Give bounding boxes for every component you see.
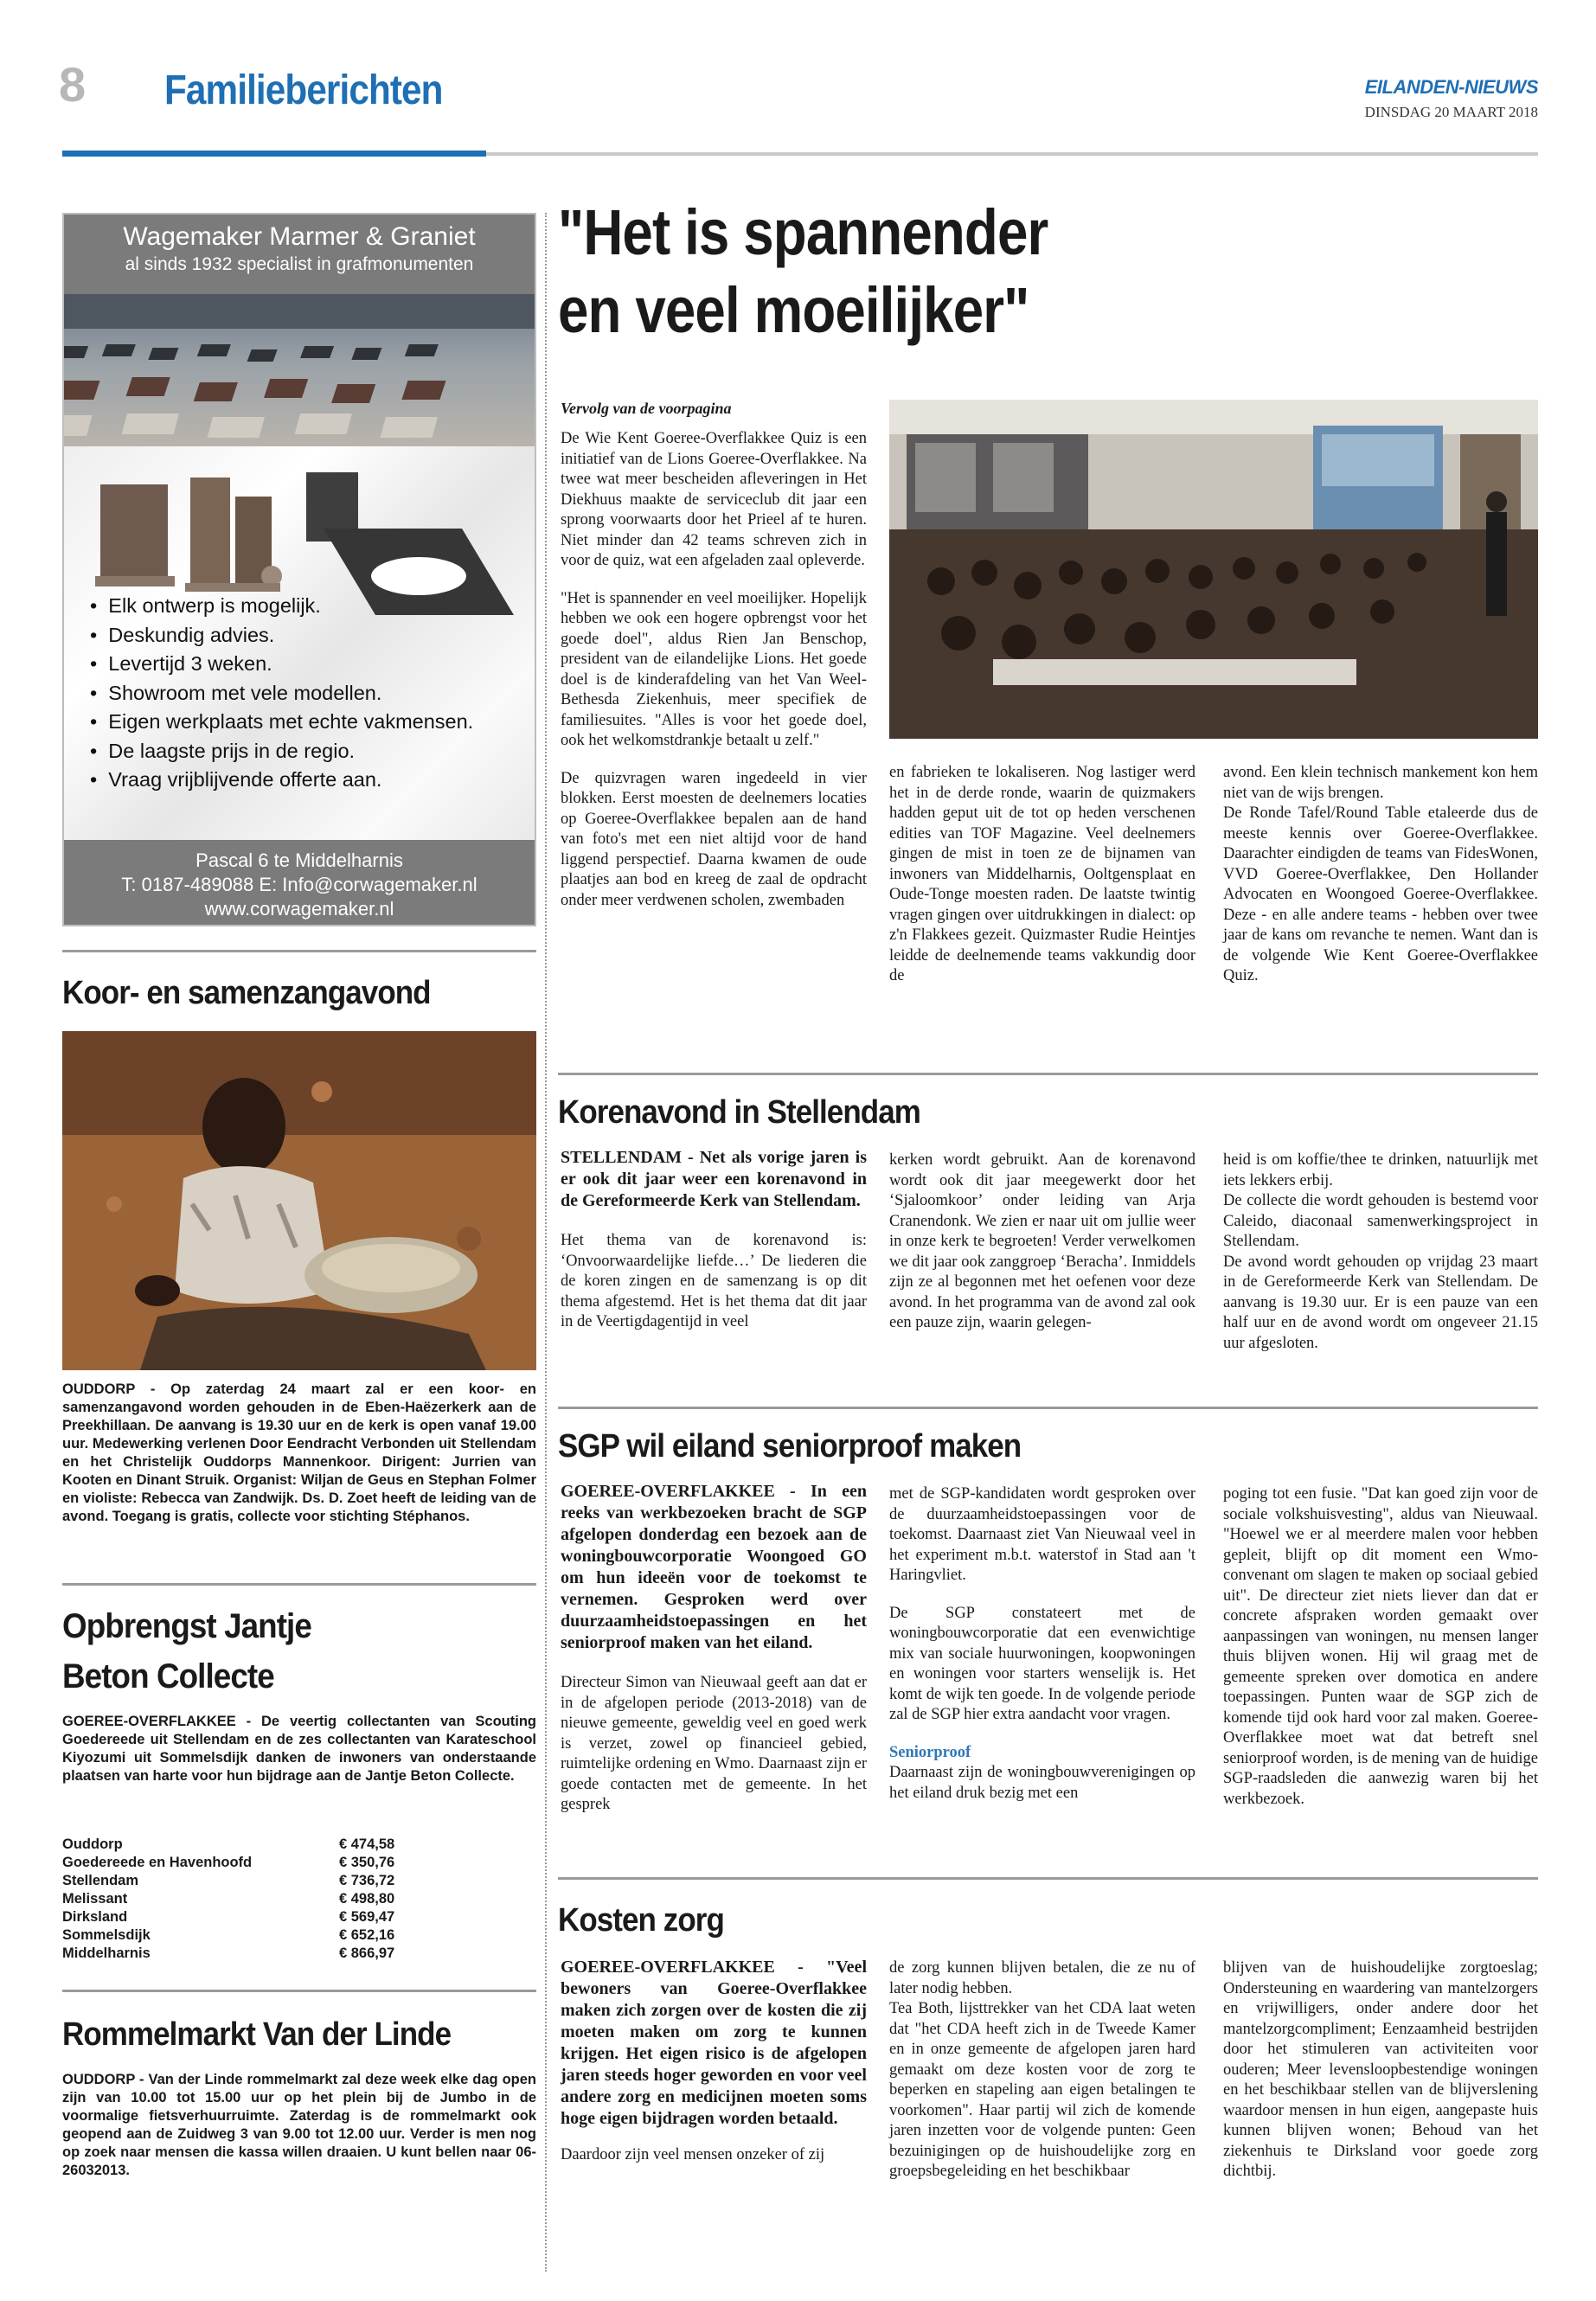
paragraph: De SGP constateert met de woningbouwcorporatie dat een evenwichtige mix van sociale huurwoningen, koopwoningen en woningen voor starters wenselijk is. Het komt de wijk ten goede. In de volgende periode zal de SGP hier extra aandacht voor vragen. <box>889 1604 1195 1723</box>
divider <box>558 1407 1538 1409</box>
page-number: 8 <box>59 57 87 112</box>
ad-bullet: • Deskundig advies. <box>90 623 275 646</box>
table-place: Goedereede en Havenhoofd <box>62 1855 253 1870</box>
ad-website[interactable]: www.corwagemaker.nl <box>204 898 394 920</box>
kosten-column-1 <box>561 1957 867 2166</box>
section-title: Familieberichten <box>164 67 443 113</box>
ad-bullet: • Eigen werkplaats met echte vakmensen. <box>90 710 474 733</box>
marble-panel <box>64 446 535 840</box>
paragraph: de zorg kunnen blijven betalen, die ze nu of later nodig hebben. <box>889 1959 1195 1997</box>
table-place: Sommelsdijk <box>62 1927 151 1943</box>
lead-paragraph: GOEREE-OVERFLAKKEE - In een reeks van werkbezoeken bracht de SGP afgelopen donderdag een bezoek aan de woningbouwcorporatie Woongoed GO om hun ideeën voor de toekomst te vernemen. Gesproken werd over duurzaamheidstoepassingen en het seniorproof maken van het eiland. <box>561 1482 867 1652</box>
table-amount: € 569,47 <box>339 1909 395 1925</box>
ad-title-bar <box>64 215 535 294</box>
jantje-text: GOEREE-OVERFLAKKEE - De veertig collectanten van Scouting Goedereede uit Stellendam en de zes collectanten van Karateschool Kiyozumi uit Sommelsdijk danken de inwoners van onderstaande plaatsen van harte voor hun bijdrage aan de Jantje Beton Collecte. <box>62 1714 536 1784</box>
korenavond-column-2 <box>889 1150 1195 1334</box>
sgp-column-3 <box>1223 1484 1538 1810</box>
ad-contact-bar <box>64 840 535 925</box>
paragraph: "Het is spannender en veel moeilijker. Hopelijk hebben we ook een hogere opbrengst voor het goede doel", aldus Rien Jan Benschop, president van de eilandelijke Lions. Het goede doel is de kinderafdeling van het Van Weel-Bethesda Ziekenhuis, meer specifiek de familiesuites. "Alles is voor het goede doel, ook het welkomstdrankje betaalt u zelf." <box>561 589 867 749</box>
main-column-2 <box>889 763 1195 987</box>
table-row <box>62 1945 536 1963</box>
ad-bullet-list <box>90 592 473 795</box>
ad-subtitle: al sinds 1932 specialist in grafmonumenten <box>125 254 474 274</box>
paragraph: avond. Een klein technisch mankement kon hem niet van de wijs brengen. <box>1223 764 1538 802</box>
kosten-column-3 <box>1223 1958 1538 2182</box>
quiz-photo <box>889 400 1538 739</box>
table-amount: € 866,97 <box>339 1945 395 1961</box>
column-separator <box>545 213 547 2272</box>
table-place: Stellendam <box>62 1873 139 1888</box>
koor-photo <box>62 1031 536 1370</box>
header-accent-bar <box>62 151 486 157</box>
paragraph: poging tot een fusie. "Dat kan goed zijn voor de sociale volkshuisvesting", aldus van Nieuwaal. "Hoewel we er al meerdere malen voor hebben gepleit, blijft op dit moment een Wmo-convenant om slagen te maken op sociaal gebied uit". De directeur ziet niets liever dan dat er concrete afspraken worden gemaakt over aanpassingen van woningen, nu mensen langer thuis blijven wonen. Hij wil graag met de gemeente spreken over domotica en andere toepassingen. Punten waar de SGP zich de komende tijd ook hard voor zal maken. Goeree-Overflakkee moet wat dat betreft snel seniorproof worden, is de mening van de huidige SGP-raadsleden die aanwezig waren bij het werkbezoek. <box>1223 1485 1538 1808</box>
jantje-title-line2: Beton Collecte <box>62 1657 274 1695</box>
ad-title: Wagemaker Marmer & Graniet <box>123 222 476 251</box>
korenavond-title: Korenavond in Stellendam <box>558 1094 920 1131</box>
paragraph: De Ronde Tafel/Round Table etaleerde dus de meeste kennis over Goeree-Overflakkee. Daarachter eindigden de teams van FidesWonen, VVD Goeree-Overflakkee, Den Hollander Advocaten en Woongoed Goeree-Overflakkee. Deze - en alle andere teams - hebben over twee jaar de kans om revanche te nemen. Want dan is de volgende Wie Kent Goeree-Overflakkee Quiz. <box>1223 804 1538 984</box>
table-place: Dirksland <box>62 1909 128 1925</box>
sgp-column-2 <box>889 1484 1195 1804</box>
table-place: Middelharnis <box>62 1945 151 1961</box>
divider <box>62 1583 536 1586</box>
table-place: Melissant <box>62 1891 128 1907</box>
child-eating-illustration <box>62 1031 536 1370</box>
issue-date: DINSDAG 20 MAART 2018 <box>1364 104 1538 120</box>
paragraph: De avond wordt gehouden op vrijdag 23 maart in de Gereformeerde Kerk van Stellendam. De aanvang is 19.30 uur. Er is een pauze van een half uur en de avond wordt om ongeveer 21.15 uur afgesloten. <box>1223 1253 1538 1352</box>
main-kicker: Vervolg van de voorpagina <box>561 400 732 417</box>
paragraph: Daardoor zijn veel mensen onzeker of zij <box>561 2146 825 2163</box>
paragraph: met de SGP-kandidaten wordt gesproken over de duurzaamheidstoepassingen voor de toekomst. Daarnaast ziet Van Nieuwaal veel in het experiment m.b.t. waterstof in Stad aan 't Haringvliet. <box>889 1485 1195 1584</box>
ad-contact: T: 0187-489088 E: Info@corwagemaker.nl <box>121 874 478 895</box>
lead-paragraph: STELLENDAM - Net als vorige jaren is er ook dit jaar weer een korenavond in de Gereformeerde Kerk van Stellendam. <box>561 1148 867 1210</box>
sgp-title: SGP wil eiland seniorproof maken <box>558 1428 1022 1465</box>
rommel-title: Rommelmarkt Van der Linde <box>62 2016 452 2053</box>
main-column-3 <box>1223 763 1538 987</box>
korenavond-column-1 <box>561 1147 867 1333</box>
divider <box>62 1990 536 1992</box>
korenavond-column-3 <box>1223 1150 1538 1354</box>
table-row <box>62 1890 536 1908</box>
main-headline-line1: "Het is spannender <box>558 196 1048 268</box>
kosten-column-2 <box>889 1958 1195 2182</box>
ad-bullet: • De laagste prijs in de regio. <box>90 739 356 762</box>
paragraph: Tea Both, lijsttrekker van het CDA laat weten dat "het CDA heeft zich in de Tweede Kamer en in onze gemeente de afgelopen jaren hard gemaakt om deze kosten voor de zorg te beperken en stapeling aan eigen betalingen te voorkomen". Haar partij wil zich de komende jaren inzetten voor de volgende punten: Geen bezuinigingen op de huishoudelijke zorg en groepsbegeleiding en het beschikbaar <box>889 2000 1195 2180</box>
grave-monuments-illustration <box>64 294 535 446</box>
paragraph: Het thema van de korenavond is: ‘Onvoorwaardelijke liefde…’ De liederen die de koren zingen en de samenzang is op dit thema afgestemd. Het is het thema dat dit jaar in de Veertigdagentijd in veel <box>561 1232 867 1330</box>
advertisement <box>62 213 536 926</box>
divider <box>62 950 536 952</box>
ad-bullet: • Levertijd 3 weken. <box>90 652 272 675</box>
sgp-column-1 <box>561 1481 867 1816</box>
divider <box>558 1877 1538 1880</box>
showroom-photo <box>64 294 535 446</box>
jantje-table <box>62 1836 536 1963</box>
table-amount: € 474,58 <box>339 1836 395 1852</box>
koor-text: OUDDORP - Op zaterdag 24 maart zal er een koor- en samenzangavond worden gehouden in de Eben-Haëzerkerk aan de Preekhillaan. De aanvang is 19.30 uur en de kerk is open vanaf 19.00 uur. Medewerking verlenen Door Eendracht Verbonden uit Stellendam en het Christelijk Ouddorps Mannenkoor. Dirigent: Jurrien van Kooten en Dinant Struik. Organist: Wiljan de Geus en Stephan Folmer en violiste: Rebecca van Zandwijk. Ds. D. Zoet heeft de leiding van de avond. Toegang is gratis, collecte voor stichting Stéphanos. <box>62 1381 536 1524</box>
table-amount: € 350,76 <box>339 1855 395 1870</box>
newspaper-logo: EILANDEN-NIEUWS <box>1364 76 1538 98</box>
table-place: Ouddorp <box>62 1836 123 1852</box>
main-column-1 <box>561 429 867 911</box>
paragraph: en fabrieken te lokaliseren. Nog lastiger werd het in de derde ronde, waarin de quizmakers hadden geput uit de tot op heden verschenen edities van TOF Magazine. Veel deelnemers gingen de mist in toen ze de bijnamen van inwoners van Middelharnis, Ooltgensplaat en Oude-Tonge moesten raden. De laatste twintig vragen gingen over uitdrukkingen in dialect: op z'n Flakkees gezeit. Quizmaster Rudie Heintjes leidde de deelnemende teams vakkundig door de <box>889 764 1195 984</box>
kosten-title: Kosten zorg <box>558 1902 724 1939</box>
main-headline-line2: en veel moeilijker" <box>558 274 1029 346</box>
rommel-text: OUDDORP - Van der Linde rommelmarkt zal deze week elke dag open zijn van 10.00 tot 15.00 uur op het plein bij de Jumbo in de voormalige fietsverhuurruimte. Zaterdag is de rommelmarkt ook geopend aan de Zuidweg 3 van 9.00 tot 12.00 uur. Verder is men nog op zoek naar mensen die kassa willen draaien. U kunt bellen naar 06-26032013. <box>62 2072 536 2178</box>
ad-bullet: • Vraag vrijblijvende offerte aan. <box>90 768 382 791</box>
paragraph: heid is om koffie/thee te drinken, natuurlijk met iets lekkers erbij. <box>1223 1151 1538 1189</box>
table-row <box>62 1836 536 1854</box>
paragraph: Daarnaast zijn de woningbouwverenigingen op het eiland druk bezig met een <box>889 1764 1195 1802</box>
jantje-title-line1: Opbrengst Jantje <box>62 1607 311 1645</box>
table-amount: € 736,72 <box>339 1873 395 1888</box>
ad-bullet: • Showroom met vele modellen. <box>90 681 382 704</box>
paragraph: De quizvragen waren ingedeeld in vier blokken. Eerst moesten de deelnemers locaties op Goeree-Overflakkee bepalen aan de hand van foto's met een niet altijd voor de hand liggend perspectief. Daarna kwamen de oude plaatjes aan bod en kreeg de zaal de opdracht onder meer verdwenen scholen, zwembaden <box>561 769 867 909</box>
koor-title: Koor- en samenzangavond <box>62 975 431 1011</box>
ad-bullet: • Elk ontwerp is mogelijk. <box>90 594 321 617</box>
ad-address: Pascal 6 te Middelharnis <box>195 849 403 871</box>
lead-paragraph: GOEREE-OVERFLAKKEE - "Veel bewoners van Goeree-Overflakkee maken zich zorgen over de kosten die zij moeten maken om zorg te kunnen krijgen. Het eigen risico is de afgelopen jaren steeds hoger geworden en voor veel andere zorg en medicijnen moeten soms hoge eigen bijdragen worden betaald. <box>561 1958 867 2128</box>
paragraph: Directeur Simon van Nieuwaal geeft aan dat er in de afgelopen periode (2013-2018) van de nieuwe gemeente, geweldig veel en goed werk is verzet, zowel op financieel gebied, ruimtelijke ordening en Wmo. Daarnaast zijn er goede contacten met de gemeente. In het gesprek <box>561 1674 867 1813</box>
subheading-seniorproof: Seniorproof <box>889 1743 971 1761</box>
divider <box>558 1073 1538 1075</box>
table-row <box>62 1926 536 1945</box>
quiz-hall-illustration <box>889 400 1538 739</box>
table-row <box>62 1908 536 1926</box>
paragraph: kerken wordt gebruikt. Aan de korenavond wordt ook dit jaar meegewerkt door het ‘Sjaloomkoor’ onder leiding van Arja Cranendonk. We zien er naar uit om jullie weer in onze kerk te begroeten! Verder verwelkomen we dit jaar ook zanggroep ‘Beracha’. Inmiddels zijn ze al begonnen met het oefenen voor deze avond. In het programma van de avond zal ook een pauze zijn, waarin gelegen- <box>889 1151 1195 1331</box>
paragraph: De Wie Kent Goeree-Overflakkee Quiz is een initiatief van de Lions Goeree-Overflakkee. Na twee wat meer bescheiden afleveringen in Het Diekhuus maakte de serviceclub dit jaar een sprong voorwaarts door het Prieel af te huren. Niet minder dan 42 teams schreven zich in voor de quiz, wat een afgeladen zaal opleverde. <box>561 430 867 569</box>
header-rule <box>486 152 1538 156</box>
table-row <box>62 1854 536 1872</box>
table-row <box>62 1872 536 1890</box>
paragraph: blijven van de huishoudelijke zorgtoeslag; Ondersteuning en waardering van mantelzorgers en vrijwilligers, onder andere door het mantelzorgcompliment; Eenzaamheid bestrijden door het stimuleren van activiteiten voor ouderen; Meer levensloopbestendige woningen en het beschikbaar stellen van de blijverslening waardoor mensen in hun eigen, aangepaste huis kunnen blijven wonen; Behoud van het ziekenhuis te Dirksland voor goede zorg dichtbij. <box>1223 1959 1538 2180</box>
table-amount: € 498,80 <box>339 1891 395 1907</box>
paragraph: De collecte die wordt gehouden is bestemd voor Caleido, diaconaal samenwerkingsproject in Stellendam. <box>1223 1192 1538 1250</box>
table-amount: € 652,16 <box>339 1927 395 1943</box>
